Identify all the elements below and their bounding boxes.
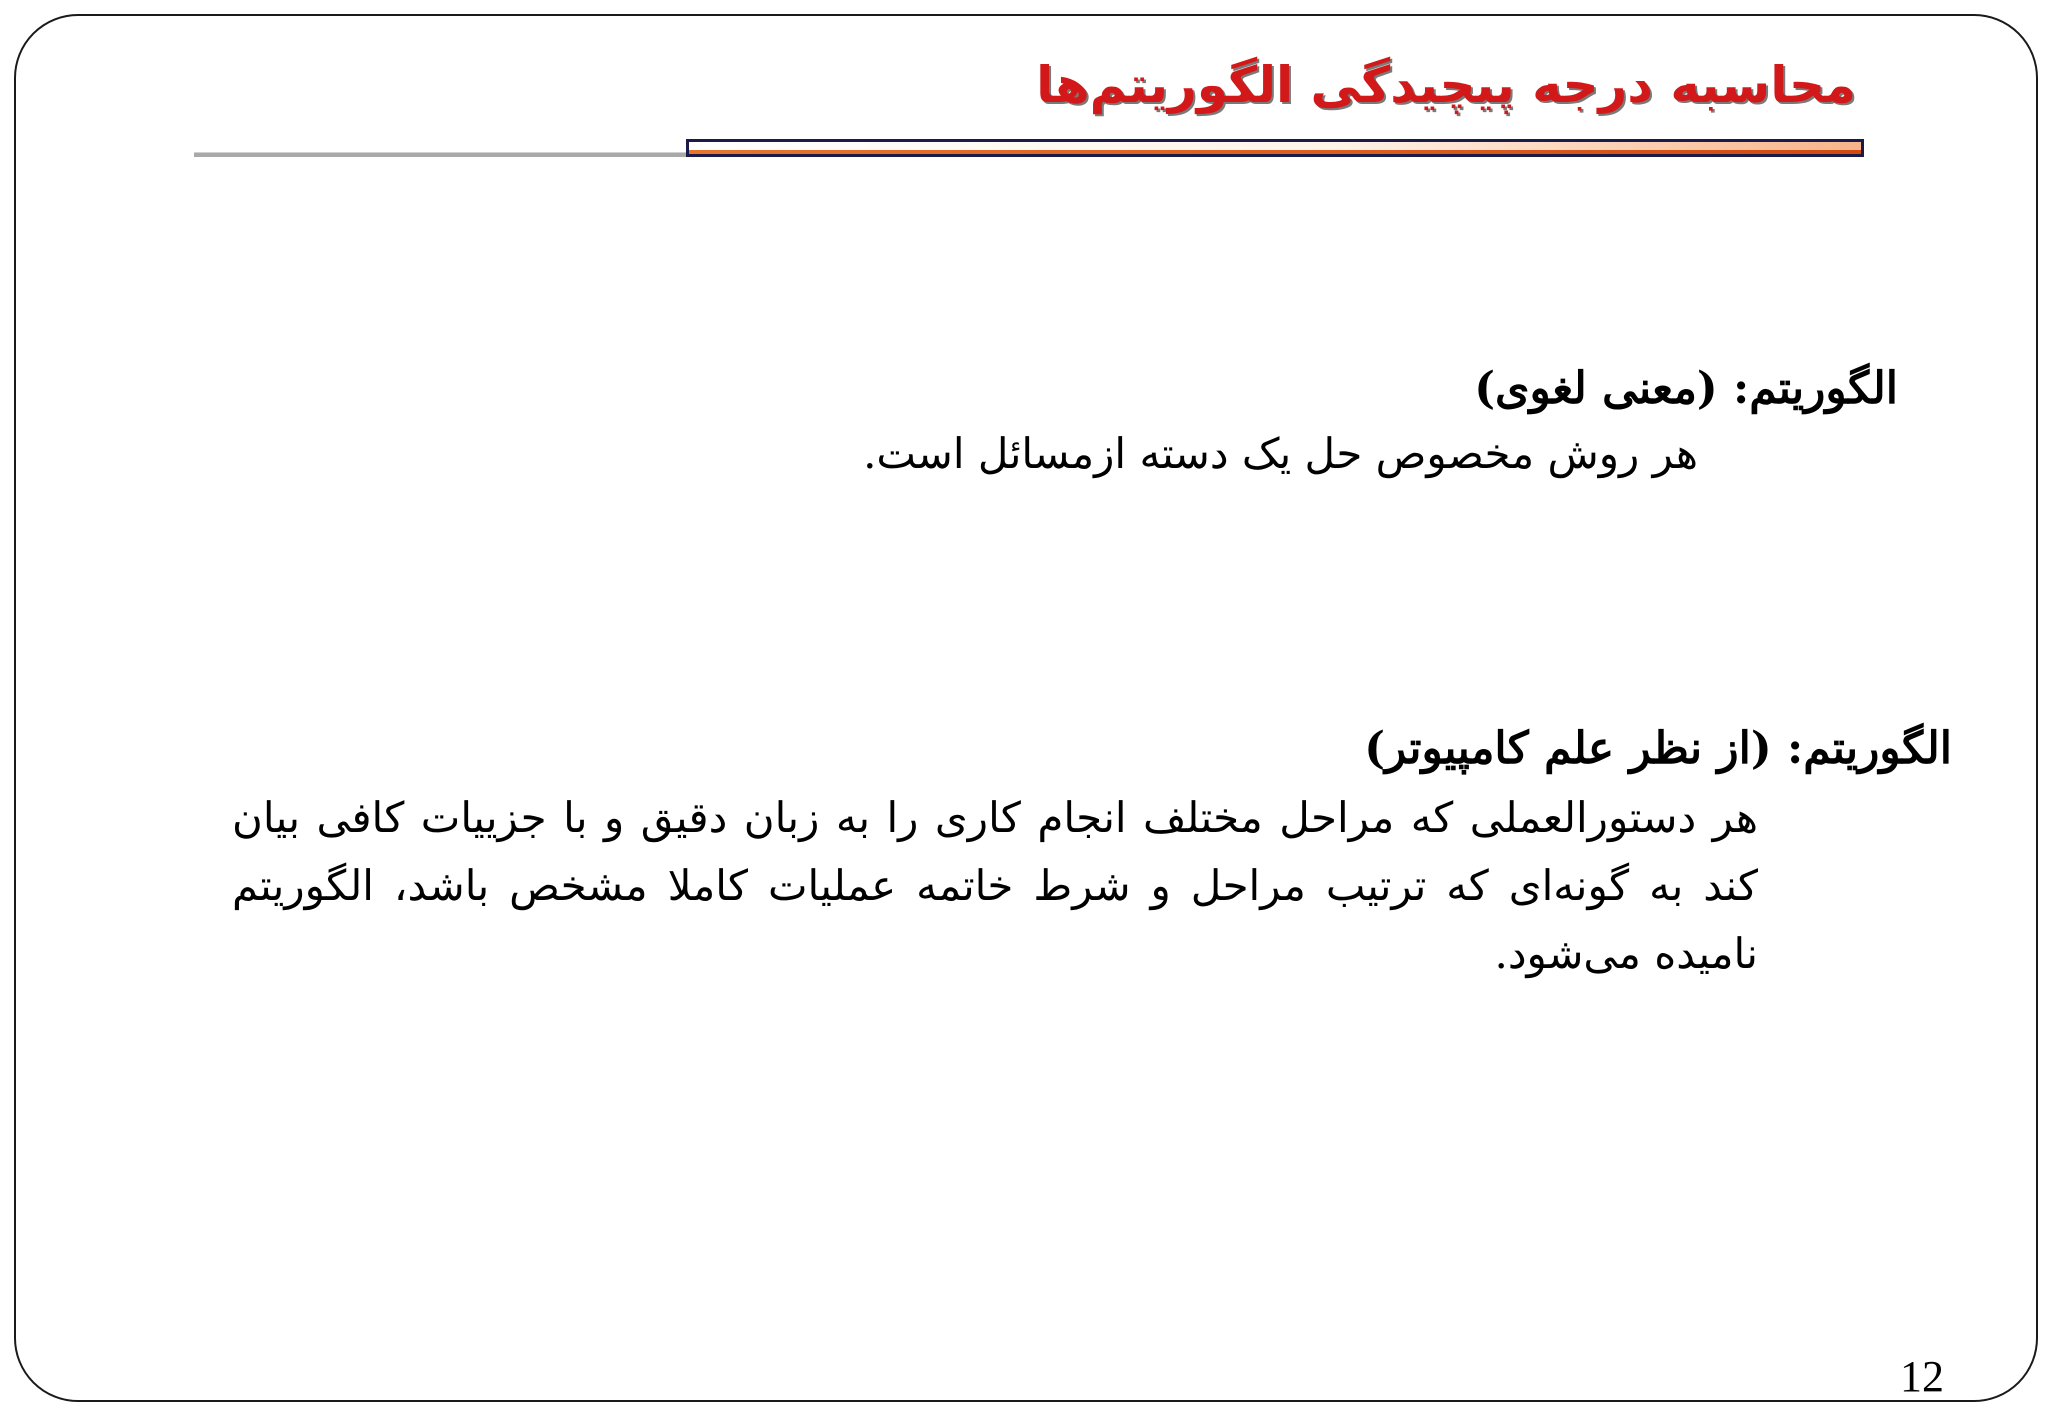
slide-title: محاسبه درجه پیچیدگی الگوریتم‌ها bbox=[1036, 56, 1856, 114]
section-literal-meaning bbox=[863, 360, 1898, 488]
page-number: 12 bbox=[1900, 1352, 1944, 1401]
section-computer-science-definition bbox=[232, 720, 1952, 988]
title-underline-bar bbox=[686, 139, 1864, 157]
section-body: هر روش مخصوص حل یک دسته ازمسائل است. bbox=[863, 429, 1698, 478]
section-heading: الگوریتم: (معنی لغوی) bbox=[1474, 363, 1898, 414]
section-body: هر دستورالعملی که مراحل مختلف انجام کاری را به زبان دقیق و با جزییات کافی بیان کند به گونه‌ای که ترتیب مراحل و شرط خاتمه عملیات کاملا مشخص باشد، الگوریتم نامیده می‌شود. bbox=[232, 793, 1758, 978]
section-heading: الگوریتم: (از نظر علم کامپیوتر) bbox=[1364, 723, 1952, 774]
title-underline-gray bbox=[194, 152, 690, 157]
slide-frame bbox=[14, 14, 2038, 1402]
